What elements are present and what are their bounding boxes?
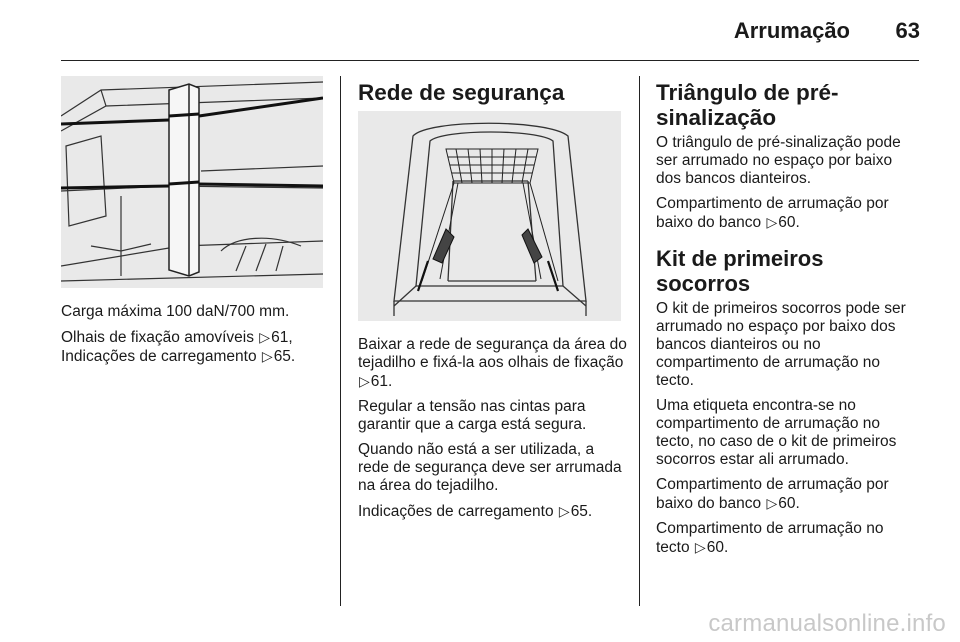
warning-triangle-text: O triângulo de pré-sinalização pode ser arrumado no espaço por baixo dos bancos dianteiros. (656, 134, 901, 187)
first-aid-kit-reference-1: Compartimento de arrumação por baixo do banco ▷60. (656, 476, 889, 512)
section-heading-first-aid-kit: Kit de primeiros socorros (656, 246, 824, 296)
xref-icon: ▷ (359, 373, 370, 389)
xref-link[interactable]: 60. (778, 214, 800, 231)
xref-icon: ▷ (261, 348, 273, 364)
xref-link[interactable]: 61, (271, 329, 293, 346)
xref-icon: ▷ (694, 539, 706, 555)
column-divider-right (639, 76, 640, 606)
first-aid-kit-text-1: O kit de primeiros socorros pode ser arrumado no espaço por baixo dos bancos dianteiros ou no compartimento de arrumação no tecto. (656, 300, 906, 389)
page-number: 63 (895, 18, 920, 43)
xref-link[interactable]: 65. (273, 348, 296, 365)
column-divider-left (340, 76, 341, 606)
section-heading-warning-triangle: Triângulo de pré-sinalização (656, 80, 839, 130)
section-heading-safety-net: Rede de segurança (358, 80, 565, 105)
column-1 (61, 303, 331, 373)
xref-link[interactable]: 60. (706, 539, 729, 556)
column-2-body (358, 336, 628, 528)
safety-net-illustration (358, 111, 621, 321)
warning-triangle-reference: Compartimento de arrumação por baixo do banco ▷60. (656, 195, 889, 231)
safety-net-step-1: Baixar a rede de segurança da área do tejadilho e fixá-la aos olhais de fixação ▷61. (358, 336, 627, 390)
loading-info-text: Indicações de carregamento (61, 348, 257, 365)
column-3 (656, 80, 921, 564)
col1-references (61, 328, 331, 366)
column-2 (358, 80, 623, 105)
safety-net-reference: Indicações de carregamento ▷65. (358, 503, 593, 520)
xref-link[interactable]: 60. (778, 495, 800, 512)
watermark: carmanualsonline.info (708, 610, 946, 637)
first-aid-kit-text-2: Uma etiqueta encontra-se no compartimento de arrumação no tecto, no caso de o kit de primeiros socorros estar ali arrumado. (656, 397, 897, 468)
safety-net-step-2: Regular a tensão nas cintas para garantir que a carga está segura. (358, 398, 587, 433)
cargo-pillar-illustration (61, 76, 323, 288)
xref-icon: ▷ (259, 329, 271, 345)
removable-eyelets-text: Olhais de fixação amovíveis (61, 329, 254, 346)
max-load-text: Carga máxima 100 daN/700 mm. (61, 303, 290, 320)
xref-icon: ▷ (766, 214, 778, 230)
header-rule (61, 60, 919, 61)
xref-link[interactable]: 65. (570, 503, 593, 520)
xref-link[interactable]: 61. (370, 373, 393, 390)
xref-icon: ▷ (766, 495, 778, 511)
safety-net-step-3: Quando não está a ser utilizada, a rede de segurança deve ser arrumada na área do tejadilho. (358, 441, 622, 494)
xref-icon: ▷ (558, 503, 570, 519)
first-aid-kit-reference-2: Compartimento de arrumação no tecto ▷60. (656, 520, 884, 556)
header-title: Arrumação (733, 18, 850, 43)
